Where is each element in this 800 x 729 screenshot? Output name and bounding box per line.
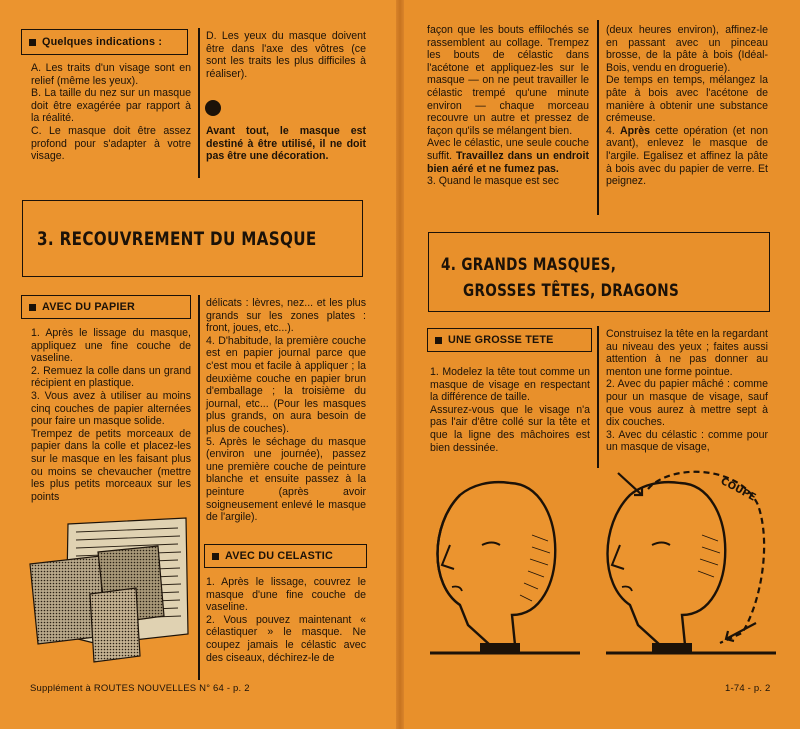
celastic-note: Avec le célastic, une seule couche suffit. Travaillez dans un endroit bien aéré et ne fumez pas.	[427, 137, 589, 175]
column-divider	[198, 295, 200, 680]
section4-title-box	[428, 232, 770, 312]
affinage-text: (deux heures environ), affinez-le en passant avec un pinceau brosse, de la pâte à bois (Idéal-Bois, vendu en droguerie).	[606, 24, 768, 74]
celastic-step-2: 2. Vous pouvez maintenant « célastiquer » le masque. Ne coupez jamais le célastic avec des ciseaux, déchirez-le de	[206, 613, 366, 664]
right-col1	[427, 24, 589, 188]
coupe-label: COUPE	[718, 475, 758, 504]
column-divider	[597, 20, 599, 215]
heads-illustration	[420, 465, 780, 665]
column-divider	[597, 326, 599, 468]
celastic-header: AVEC DU CELASTIC	[204, 544, 367, 568]
indication-a: A. Les traits d'un visage sont en relief (même les yeux).	[31, 62, 191, 87]
section4-title-line1: 4. GRANDS MASQUES,	[441, 255, 617, 275]
celastic-step-1: 1. Après le lissage, couvrez le masque d'une fine couche de vaseline.	[206, 576, 366, 614]
grosse-tete-step-1: 1. Modelez la tête tout comme un masque de visage en respectant la différence de taille.	[430, 366, 590, 404]
right-col2	[606, 24, 768, 188]
papier-col1	[31, 327, 191, 503]
square-bullet-icon	[435, 337, 442, 344]
head-stand	[480, 643, 520, 653]
indications-header: Quelques indications :	[21, 29, 188, 55]
square-bullet-icon	[212, 553, 219, 560]
grosse-tete-col2	[606, 328, 768, 454]
papier-step-5: 5. Après le séchage du masque (environ une journée), passez une première couche de peinture blanche et ensuite passez à la peinture (après avoir soigneusement enlevé le masque de l'argile).	[206, 435, 366, 524]
papier-col2	[206, 297, 366, 524]
head-profile-left	[438, 482, 556, 645]
section3-title-box	[22, 200, 363, 277]
papier-step-1: 1. Après le lissage du masque, appliquez une fine couche de vaseline.	[31, 327, 191, 365]
papier-header: AVEC DU PAPIER	[21, 295, 191, 319]
head-profile-right	[608, 482, 726, 645]
celastic-step-4: 4. Après cette opération (et non avant), enlevez le masque de l'argile. Egalisez et affinez la pâte à bois avec du papier de verre. Et peignez.	[606, 124, 768, 188]
left-footer: Supplément à ROUTES NOUVELLES N° 64 - p. 2	[30, 683, 250, 694]
square-bullet-icon	[29, 39, 36, 46]
papier-instructions: Trempez de petits morceaux de papier dans la colle et placez-les sur le masque en les faisant plus ou moins se chevaucher (mettre les plus petits morceaux sur les points	[31, 427, 191, 503]
newspaper-pieces-illustration	[28, 516, 190, 664]
papier-step-4: 4. D'habitude, la première couche est en papier journal parce que c'est mou et facile à appliquer ; la deuxième couche en papier brun d'emballage ; la troisième du journal, etc... (Pour les masques plus grands, on aura besoin de plus de couches).	[206, 334, 366, 435]
paper-piece-dotted	[90, 588, 140, 662]
papier-step-2: 2. Remuez la colle dans un grand récipient en plastique.	[31, 364, 191, 390]
grosse-tete-note: Assurez-vous que le visage n'a pas l'air d'être collé sur la tête et que la ligne des mâchoires est bien dessinée.	[430, 403, 590, 454]
section4-title-line2: GROSSES TÊTES, DRAGONS	[463, 281, 680, 301]
celastic-cont: façon que les bouts effilochés se rassemblent au collage. Trempez les bouts de célastic dans l'acétone et appliquez-les sur le masque — on ne peut travailler le célastic trempé qu'une minute environ — chaque morceau recouvre un autre et pressez de façon qu'ils se mélangent bien.	[427, 24, 589, 137]
indication-b: B. La taille du nez sur un masque doit être exagérée par rapport à la réalité.	[31, 87, 191, 125]
indication-d: D. Les yeux du masque doivent être dans l'axe des vôtres (ce sont les traits les plus difficiles à réaliser).	[206, 30, 366, 80]
indications-col1	[31, 62, 191, 163]
celastic-step-3: 3. Quand le masque est sec	[427, 175, 559, 188]
melange-text: De temps en temps, mélangez la pâte à bois avec l'acétone de manière à obtenir une substance crémeuse.	[606, 74, 768, 125]
celastic-head-text: 3. Avec du célastic : comme pour un masque de visage,	[606, 428, 768, 454]
indications-col2	[206, 30, 366, 80]
round-bullet-icon	[205, 100, 221, 116]
head-stand	[652, 643, 692, 653]
celastic-col	[206, 576, 366, 664]
indication-c: C. Le masque doit être assez profond pour s'adapter à votre visage.	[31, 124, 191, 163]
grosse-tete-col1	[430, 366, 590, 454]
warning-text: Avant tout, le masque est destiné à être utilisé, il ne doit pas être une décoration.	[206, 125, 366, 163]
section3-title: 3. RECOUVREMENT DU MASQUE	[37, 227, 317, 250]
arrow-icon	[618, 473, 642, 495]
square-bullet-icon	[29, 304, 36, 311]
papier-step-3: 3. Vous avez à utiliser au moins cinq couches de papier alternées pour faire un masque solide.	[31, 389, 191, 428]
right-footer: 1-74 - p. 2	[725, 683, 771, 694]
column-divider	[198, 28, 200, 178]
construction-text: Construisez la tête en la regardant au niveau des yeux ; faites aussi attention à ne pas donner au menton une forme pointue.	[606, 328, 768, 378]
papier-mache-text: 2. Avec du papier mâché : comme pour un masque de visage, sauf que vous aurez à mettre sept à dix couches.	[606, 378, 768, 429]
papier-cont: délicats : lèvres, nez... et les plus grands sur les zones plates : front, joues, etc...).	[206, 297, 366, 335]
grosse-tete-header: UNE GROSSE TETE	[427, 328, 592, 352]
page-gutter	[396, 0, 404, 729]
